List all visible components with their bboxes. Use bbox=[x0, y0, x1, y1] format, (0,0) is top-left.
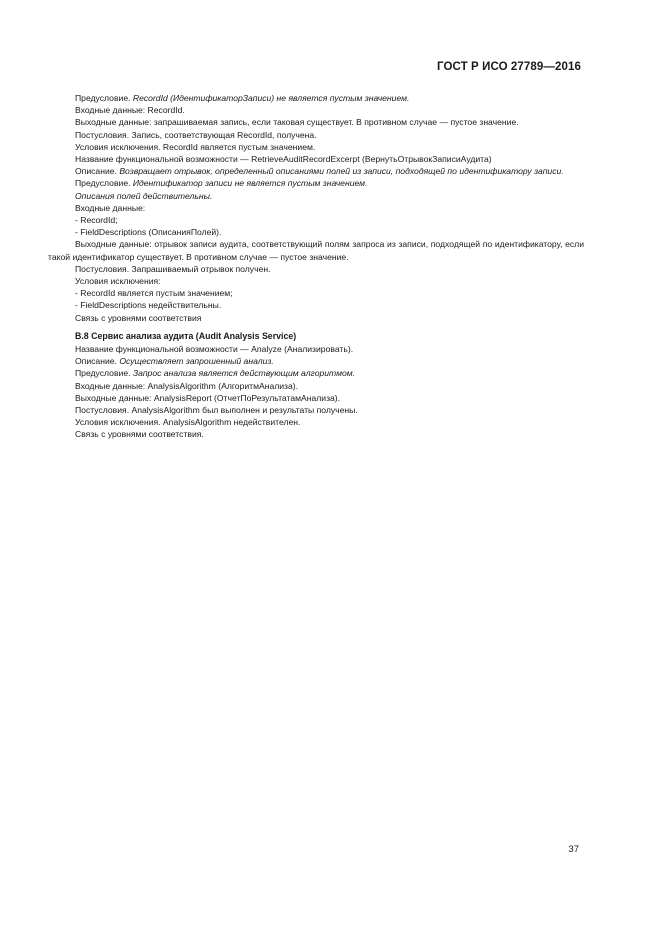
exception-label: Условия исключения: bbox=[75, 276, 161, 287]
precondition-line: Предусловие. RecordId (ИдентификаторЗаписи) не является пустым значением. bbox=[75, 93, 410, 103]
input-label: Входные данные: bbox=[75, 202, 146, 213]
precondition-line: Предусловие. Запрос анализа является действующим алгоритмом. bbox=[75, 368, 356, 379]
list-item: - FieldDescriptions недействительны. bbox=[75, 300, 222, 311]
input-line: Входные данные: RecordId. bbox=[75, 105, 185, 116]
document-id-header: ГОСТ Р ИСО 27789—2016 bbox=[436, 61, 581, 73]
postcondition-line: Постусловия. Запрашиваемый отрывок получен. bbox=[75, 263, 271, 274]
postcondition-line: Постусловия. Запись, соответствующая RecordId, получена. bbox=[75, 129, 317, 140]
precondition-line: Предусловие. Идентификатор записи не является пустым значением. bbox=[75, 178, 368, 189]
conformance-link-line: Связь с уровнями соответствия. bbox=[75, 429, 204, 440]
postcondition-line: Постусловия. AnalysisAlgorithm был выполнен и результаты получены. bbox=[75, 405, 358, 416]
output-line: Выходные данные: AnalysisReport (ОтчетПоРезультатамАнализа). bbox=[75, 392, 341, 403]
function-name-line: Название функциональной возможности — RetrieveAuditRecordExcerpt (ВернутьОтрывокЗаписиАудита) bbox=[75, 154, 492, 165]
exception-line: Условия исключения. RecordId является пустым значением. bbox=[75, 141, 316, 152]
conformance-link-line: Связь с уровнями соответствия bbox=[75, 312, 202, 323]
output-line: Выходные данные: запрашиваемая запись, если таковая существует. В противном случае — пустое значение. bbox=[75, 117, 519, 128]
list-item: - RecordId; bbox=[75, 215, 118, 226]
exception-line: Условия исключения. AnalysisAlgorithm недействителен. bbox=[75, 417, 301, 428]
description-paragraph: Описание. Возвращает отрывок, определенный описаниями полей из записи, подходящей по идентификатору записи. bbox=[75, 166, 564, 177]
page-number: 37 bbox=[568, 844, 579, 855]
precondition-line-2: Описания полей действительны. bbox=[75, 190, 213, 201]
list-item: - FieldDescriptions (ОписанияПолей). bbox=[75, 227, 222, 238]
section-heading: В.8 Сервис анализа аудита (Audit Analysis Service) bbox=[75, 330, 297, 341]
document-body bbox=[48, 92, 584, 441]
description-line: Описание. Осуществляет запрошенный анализ. bbox=[75, 356, 274, 367]
function-name-line: Название функциональной возможности — Analyze (Анализировать). bbox=[75, 344, 354, 355]
output-paragraph: Выходные данные: отрывок записи аудита, соответствующий полям запроса из записи, подходящей по идентификатору, если такой идентификатор существует. В противном случае — пустое значение. bbox=[48, 239, 584, 262]
list-item: - RecordId является пустым значением; bbox=[75, 288, 233, 299]
input-line: Входные данные: AnalysisAlgorithm (АлгоритмАнализа). bbox=[75, 380, 299, 391]
